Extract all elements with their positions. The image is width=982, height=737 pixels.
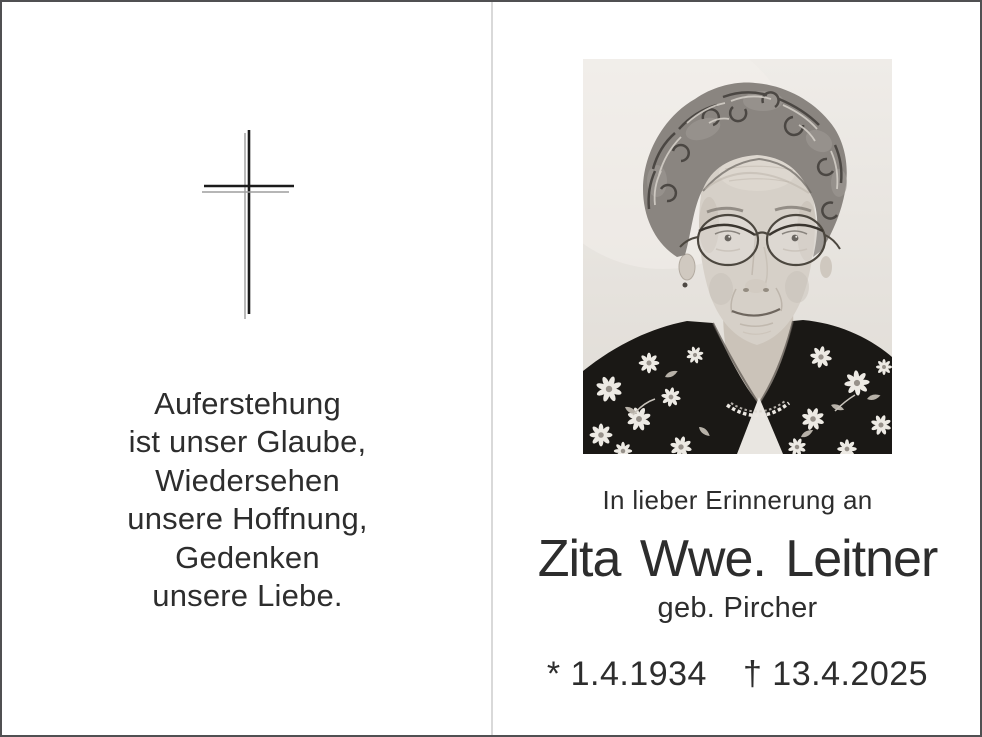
verse-line: Gedenken: [175, 539, 320, 575]
birth-date: * 1.4.1934: [546, 655, 707, 693]
fold-divider: [491, 2, 493, 735]
verse-text: [2, 385, 493, 615]
maiden-name: geb. Pircher: [657, 592, 818, 624]
verse-line: ist unser Glaube,: [128, 424, 367, 460]
deceased-name: Zita Wwe. Leitner: [537, 530, 938, 588]
portrait-photo: [583, 59, 892, 454]
death-date: † 13.4.2025: [742, 655, 929, 693]
verse-line: unsere Hoffnung,: [127, 501, 368, 537]
cross-icon: [194, 120, 304, 330]
verse-line: Auferstehung: [154, 386, 341, 421]
dates-row: [493, 656, 982, 692]
verse-line: unsere Liebe.: [152, 578, 343, 614]
intro-text: In lieber Erinnerung an: [602, 485, 873, 515]
verse-line: Wiedersehen: [155, 462, 340, 498]
